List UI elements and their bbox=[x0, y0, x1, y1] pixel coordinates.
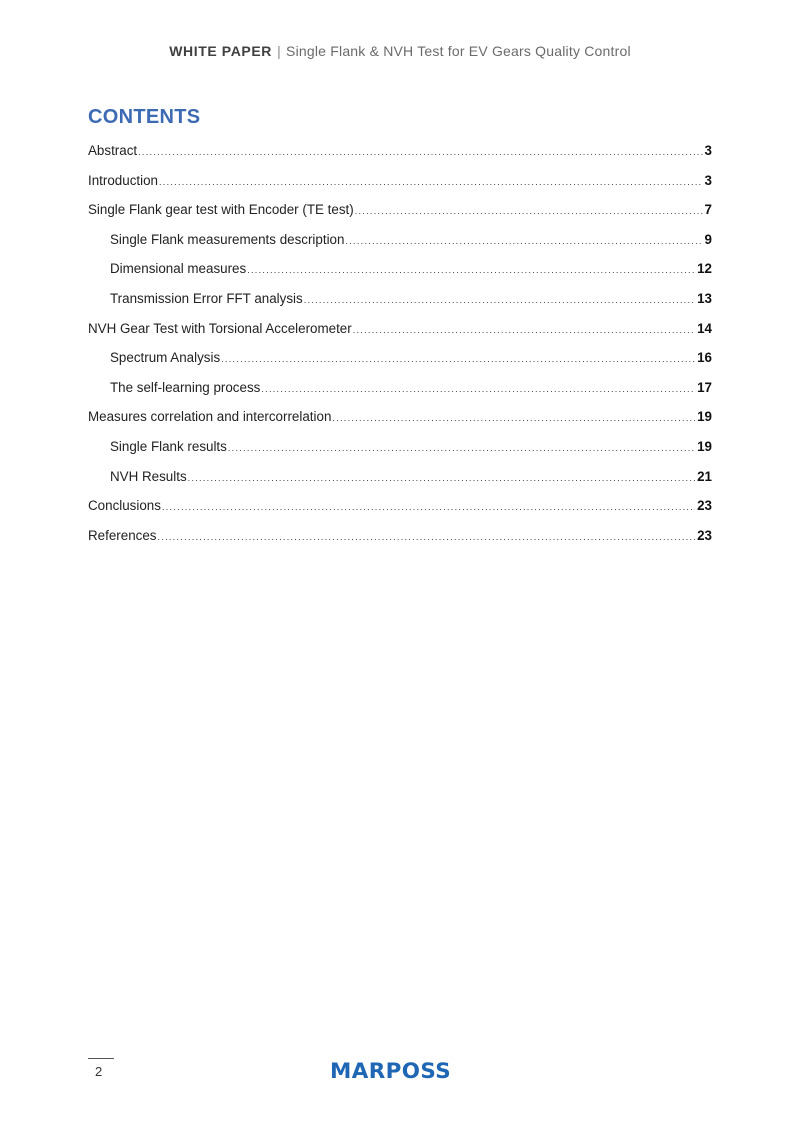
toc-dot-leader bbox=[221, 347, 695, 371]
toc-entry-label: The self-learning process bbox=[110, 379, 261, 395]
toc-entry-page: 14 bbox=[697, 320, 712, 336]
toc-dot-leader bbox=[188, 466, 695, 490]
header-document-title: Single Flank & NVH Test for EV Gears Quality Control bbox=[286, 43, 631, 59]
toc-entry-single-flank-gear-test[interactable] bbox=[88, 198, 712, 228]
toc-entry-abstract[interactable] bbox=[88, 139, 712, 169]
toc-dot-leader bbox=[304, 288, 695, 312]
toc-entry-label: Transmission Error FFT analysis bbox=[110, 290, 303, 306]
toc-entry-page: 19 bbox=[697, 438, 712, 454]
toc-entry-page: 23 bbox=[697, 527, 712, 543]
toc-entry-page: 3 bbox=[704, 172, 712, 188]
footer-divider bbox=[88, 1058, 114, 1059]
toc-entry-page: 3 bbox=[704, 143, 712, 158]
toc-entry-label: NVH Gear Test with Torsional Accelerometer bbox=[88, 320, 352, 336]
header-document-type: WHITE PAPER bbox=[169, 43, 273, 59]
toc-entry-page: 7 bbox=[704, 202, 712, 218]
toc-entry-label: NVH Results bbox=[110, 468, 187, 484]
toc-dot-leader bbox=[159, 170, 703, 194]
toc-entry-label: Spectrum Analysis bbox=[110, 350, 221, 366]
toc-entry-page: 16 bbox=[697, 350, 712, 366]
toc-dot-leader bbox=[138, 140, 702, 164]
toc-dot-leader bbox=[332, 406, 695, 430]
toc-entry-label: Dimensional measures bbox=[110, 261, 247, 277]
toc-dot-leader bbox=[157, 525, 695, 549]
toc-entry-introduction[interactable] bbox=[88, 169, 712, 199]
toc-dot-leader bbox=[162, 495, 695, 519]
toc-entry-page: 17 bbox=[697, 379, 712, 395]
toc-entry-single-flank-measurements[interactable] bbox=[88, 228, 712, 258]
toc-entry-transmission-error-fft[interactable] bbox=[88, 287, 712, 317]
toc-entry-label: Measures correlation and intercorrelation bbox=[88, 409, 332, 425]
toc-entry-label: Single Flank gear test with Encoder (TE test) bbox=[88, 202, 354, 218]
toc-entry-page: 19 bbox=[697, 409, 712, 425]
toc-entry-measures-correlation[interactable] bbox=[88, 405, 712, 435]
toc-entry-page: 12 bbox=[697, 261, 712, 277]
toc-entry-nvh-gear-test[interactable] bbox=[88, 317, 712, 347]
toc-dot-leader bbox=[345, 229, 702, 253]
toc-entry-label: Conclusions bbox=[88, 498, 161, 514]
toc-entry-dimensional-measures[interactable] bbox=[88, 257, 712, 287]
running-header bbox=[0, 43, 800, 59]
toc-entry-label: Single Flank results bbox=[110, 438, 227, 454]
toc-entry-conclusions[interactable] bbox=[88, 494, 712, 524]
header-separator: | bbox=[277, 43, 281, 59]
toc-dot-leader bbox=[353, 318, 695, 342]
toc-entry-label: Introduction bbox=[88, 172, 158, 188]
toc-entry-label: References bbox=[88, 527, 157, 543]
table-of-contents bbox=[88, 139, 712, 553]
toc-entry-page: 21 bbox=[697, 468, 712, 484]
toc-entry-page: 13 bbox=[697, 290, 712, 306]
toc-entry-nvh-results[interactable] bbox=[88, 465, 712, 495]
toc-entry-label: Abstract bbox=[88, 143, 138, 158]
toc-heading: CONTENTS bbox=[88, 106, 201, 128]
toc-entry-label: Single Flank measurements description bbox=[110, 231, 345, 247]
toc-entry-spectrum-analysis[interactable] bbox=[88, 346, 712, 376]
page-number: 2 bbox=[95, 1064, 103, 1079]
toc-dot-leader bbox=[355, 199, 703, 223]
toc-dot-leader bbox=[247, 258, 695, 282]
marposs-logo: MARPOSS bbox=[330, 1059, 452, 1083]
toc-entry-page: 9 bbox=[704, 231, 712, 247]
toc-entry-single-flank-results[interactable] bbox=[88, 435, 712, 465]
toc-entry-references[interactable] bbox=[88, 524, 712, 554]
toc-dot-leader bbox=[228, 436, 695, 460]
toc-dot-leader bbox=[261, 377, 695, 401]
toc-entry-page: 23 bbox=[697, 498, 712, 514]
toc-entry-self-learning-process[interactable] bbox=[88, 376, 712, 406]
